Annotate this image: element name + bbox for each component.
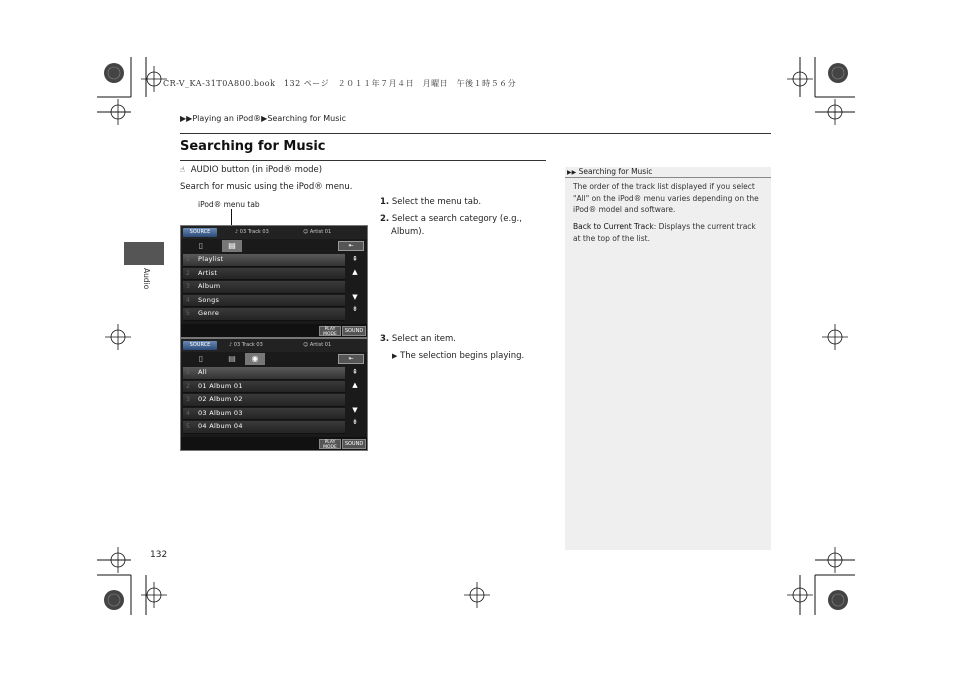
scroll-down-icon[interactable]: ▼ <box>352 292 358 301</box>
breadcrumb-arrows: ▶▶ <box>180 114 193 123</box>
item-number: 2 <box>186 382 190 390</box>
screen-status-bar <box>181 339 367 352</box>
scroll-down-icon[interactable]: ▼ <box>352 405 358 414</box>
track-name: 03 Track 03 <box>239 229 269 235</box>
album-list-screen <box>180 338 368 451</box>
scroll-spacer <box>345 392 365 404</box>
scroll-spacer <box>345 279 365 291</box>
track-info <box>229 341 263 350</box>
step-2 <box>380 213 540 239</box>
item-number: 4 <box>186 409 190 417</box>
ipod-device-icon[interactable]: ▯ <box>198 241 204 250</box>
list-item[interactable] <box>183 254 345 267</box>
play-mode-button[interactable]: PLAY MODE <box>319 326 341 336</box>
note-definition: : Displays the current track at the top of the list. <box>573 222 756 243</box>
step-text: Select an item. <box>391 334 456 344</box>
item-number: 5 <box>186 423 190 431</box>
header-rule <box>180 133 771 134</box>
note-header-icon: ▶▶ <box>567 169 577 176</box>
item-number: 4 <box>186 296 190 304</box>
note-header <box>565 167 771 176</box>
scroll-top-icon[interactable]: ⇞ <box>352 255 358 263</box>
artist-icon: ☺ <box>303 342 309 348</box>
scroll-controls <box>345 254 365 317</box>
scroll-bottom-icon[interactable]: ⇟ <box>352 305 358 314</box>
page-title: Searching for Music <box>180 139 326 154</box>
item-number: 3 <box>186 283 190 291</box>
item-label: Album <box>198 282 221 291</box>
step-text: Select a search category (e.g., <box>391 214 522 224</box>
item-label: 04 Album 04 <box>198 422 243 431</box>
chapter-tab <box>124 242 164 265</box>
step-number: 3. <box>380 334 390 344</box>
note-header-text: Searching for Music <box>578 167 653 176</box>
ipod-menu-screen <box>180 225 368 338</box>
item-label: Genre <box>198 309 220 318</box>
screen-bottom-bar <box>181 324 367 337</box>
screen-bottom-bar <box>181 437 367 450</box>
track-info <box>235 228 269 237</box>
music-note-icon: ♪ <box>235 229 239 235</box>
artist-name: Artist 01 <box>309 342 332 348</box>
scroll-bottom-icon[interactable]: ⇟ <box>352 418 358 427</box>
audio-button-instruction <box>180 165 322 175</box>
page-number: 132 <box>150 550 168 560</box>
item-label: 02 Album 02 <box>198 395 243 404</box>
list-item[interactable] <box>183 381 345 394</box>
step-text-end: ). <box>418 227 425 237</box>
step-number: 2. <box>380 214 390 224</box>
list-item[interactable] <box>183 367 345 380</box>
step-3 <box>380 333 456 346</box>
breadcrumb-part2[interactable]: Searching for Music <box>267 114 347 123</box>
scroll-up-icon[interactable]: ▲ <box>352 267 358 276</box>
list-item[interactable] <box>183 281 345 294</box>
result-arrow-icon: ▶ <box>392 352 398 360</box>
tab-ipod-menu[interactable]: ▤ <box>222 240 242 252</box>
back-button[interactable]: ⇤ <box>338 241 364 251</box>
menu-list <box>183 254 345 322</box>
item-label: Playlist <box>198 255 224 263</box>
item-label: Songs <box>198 295 220 304</box>
screen-status-bar <box>181 226 367 239</box>
item-number: 3 <box>186 396 190 404</box>
chapter-label: Audio <box>142 268 151 290</box>
item-number: 1 <box>186 256 190 263</box>
note-term: Back to Current Track <box>573 222 654 231</box>
music-note-icon: ♪ <box>229 342 233 348</box>
result-text: The selection begins playing. <box>400 351 525 361</box>
item-label: 01 Album 01 <box>198 381 243 390</box>
source-button[interactable]: SOURCE <box>183 228 217 237</box>
intro-text: Search for music using the iPod® menu. <box>180 182 353 192</box>
note-header-rule <box>565 177 771 178</box>
album-list <box>183 367 345 435</box>
back-button[interactable]: ⇤ <box>338 354 364 364</box>
artist-name: Artist 01 <box>309 229 332 235</box>
artist-info <box>303 228 331 237</box>
item-number: 5 <box>186 310 190 318</box>
scroll-controls <box>345 367 365 430</box>
step-number: 1. <box>380 197 390 207</box>
title-rule <box>180 160 546 161</box>
item-label: All <box>198 368 207 376</box>
sound-button[interactable]: SOUND <box>342 326 366 336</box>
breadcrumb-part1[interactable]: Playing an iPod® <box>192 114 262 123</box>
breadcrumb-sep: ▶ <box>261 114 268 123</box>
artist-info <box>303 341 331 350</box>
list-item[interactable] <box>183 268 345 281</box>
audio-button-text: AUDIO button (in iPod® mode) <box>190 165 323 175</box>
item-number: 1 <box>186 369 190 376</box>
artist-icon: ☺ <box>303 229 309 235</box>
list-item[interactable] <box>183 394 345 407</box>
item-label: Artist <box>198 268 218 277</box>
list-item[interactable] <box>183 308 345 321</box>
album-disc-icon[interactable]: ◉ <box>245 353 265 365</box>
track-name: 03 Track 03 <box>233 342 263 348</box>
item-label: 03 Album 03 <box>198 408 243 417</box>
step-3-result <box>392 350 524 363</box>
step-text-bold: Album <box>391 227 419 237</box>
menu-tab-caption: iPod® menu tab <box>198 200 260 209</box>
play-mode-button[interactable]: PLAY MODE <box>319 439 341 449</box>
note-paragraph-2 <box>573 221 763 244</box>
ipod-device-icon[interactable]: ▯ <box>198 354 204 363</box>
list-item[interactable] <box>183 295 345 308</box>
step-text: Select the menu tab. <box>391 197 482 207</box>
file-info: CR-V_KA-31T0A800.book 132 ページ ２０１１年７月４日 月曜日 午後１時５６分 <box>163 79 517 88</box>
scroll-up-icon[interactable]: ▲ <box>352 380 358 389</box>
sound-button[interactable]: SOUND <box>342 439 366 449</box>
item-number: 2 <box>186 269 190 277</box>
list-item[interactable] <box>183 421 345 434</box>
list-item[interactable] <box>183 408 345 421</box>
source-button[interactable]: SOURCE <box>183 341 217 350</box>
note-paragraph-1: The order of the track list displayed if you select "All" on the iPod® menu varies depending on the iPod® model and software. <box>573 182 759 215</box>
step-1 <box>380 196 481 209</box>
hand-pointer-icon: ☝ <box>180 165 185 174</box>
tab-ipod-menu[interactable]: ▤ <box>228 354 236 363</box>
scroll-top-icon[interactable]: ⇞ <box>352 368 358 376</box>
breadcrumb <box>180 114 346 123</box>
